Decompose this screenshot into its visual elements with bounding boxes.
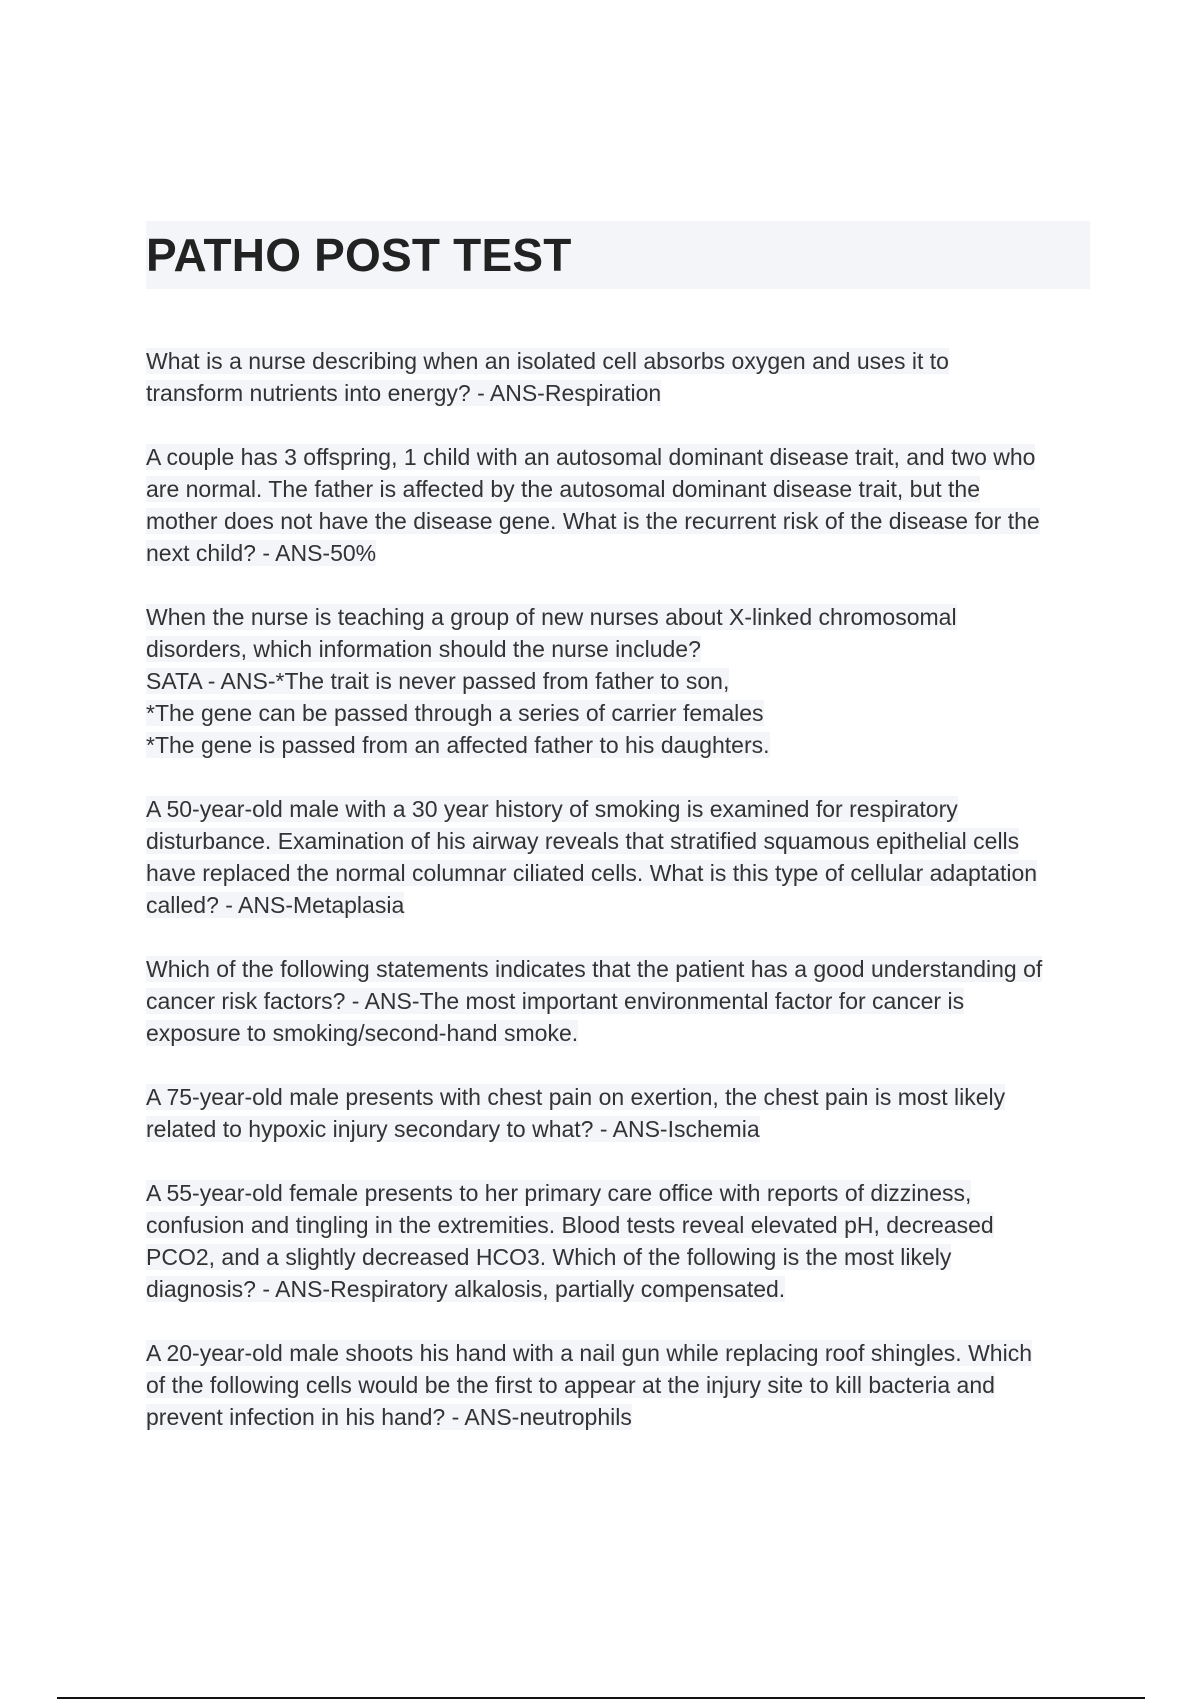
qa-line-text: diagnosis? - ANS-Respiratory alkalosis, partially compensated. [146, 1276, 786, 1302]
qa-line [146, 345, 1090, 377]
qa-line [146, 1337, 1090, 1369]
qa-line-text: prevent infection in his hand? - ANS-neutrophils [146, 1404, 632, 1430]
qa-line-text: exposure to smoking/second-hand smoke. [146, 1020, 579, 1046]
qa-line-text: A 50-year-old male with a 30 year history of smoking is examined for respiratory [146, 796, 958, 822]
qa-line-text: mother does not have the disease gene. What is the recurrent risk of the disease for the [146, 508, 1040, 534]
qa-line-text: related to hypoxic injury secondary to what? - ANS-Ischemia [146, 1116, 760, 1142]
qa-paragraph [146, 1081, 1090, 1145]
qa-line-text: have replaced the normal columnar ciliated cells. What is this type of cellular adaptation [146, 860, 1038, 886]
qa-line-text: A 20-year-old male shoots his hand with a nail gun while replacing roof shingles. Which [146, 1340, 1032, 1366]
qa-line-text: A couple has 3 offspring, 1 child with an autosomal dominant disease trait, and two who [146, 444, 1036, 470]
qa-paragraph [146, 1337, 1090, 1433]
qa-line [146, 1209, 1090, 1241]
qa-line [146, 473, 1090, 505]
page-title: PATHO POST TEST [146, 229, 572, 281]
qa-line [146, 1177, 1090, 1209]
qa-list [146, 345, 1090, 1465]
qa-line [146, 857, 1090, 889]
qa-line [146, 1017, 1090, 1049]
qa-line-text: next child? - ANS-50% [146, 540, 377, 566]
qa-line-text: What is a nurse describing when an isolated cell absorbs oxygen and uses it to [146, 348, 949, 374]
qa-line [146, 825, 1090, 857]
qa-line [146, 665, 1090, 697]
qa-line [146, 1241, 1090, 1273]
qa-line [146, 697, 1090, 729]
qa-paragraph [146, 793, 1090, 921]
qa-line-text: *The gene can be passed through a series of carrier females [146, 700, 764, 726]
qa-line [146, 601, 1090, 633]
qa-line [146, 633, 1090, 665]
qa-line-text: transform nutrients into energy? - ANS-Respiration [146, 380, 662, 406]
qa-line [146, 1369, 1090, 1401]
qa-line [146, 729, 1090, 761]
footer-divider [57, 1697, 1145, 1699]
qa-line [146, 1081, 1090, 1113]
qa-paragraph [146, 1177, 1090, 1305]
qa-line-text: are normal. The father is affected by the autosomal dominant disease trait, but the [146, 476, 981, 502]
qa-paragraph [146, 601, 1090, 761]
qa-line-text: Which of the following statements indicates that the patient has a good understanding of [146, 956, 1043, 982]
qa-line [146, 441, 1090, 473]
qa-line-text: When the nurse is teaching a group of new nurses about X-linked chromosomal [146, 604, 957, 630]
qa-line [146, 537, 1090, 569]
qa-line-text: confusion and tingling in the extremities. Blood tests reveal elevated pH, decreased [146, 1212, 994, 1238]
qa-line-text: PCO2, and a slightly decreased HCO3. Which of the following is the most likely [146, 1244, 952, 1270]
qa-line-text: cancer risk factors? - ANS-The most important environmental factor for cancer is [146, 988, 965, 1014]
qa-line-text: disorders, which information should the nurse include? [146, 636, 701, 662]
qa-paragraph [146, 441, 1090, 569]
qa-line [146, 377, 1090, 409]
qa-line-text: SATA - ANS-*The trait is never passed from father to son, [146, 668, 730, 694]
qa-paragraph [146, 953, 1090, 1049]
qa-line [146, 985, 1090, 1017]
title-band [146, 221, 1090, 289]
qa-line [146, 793, 1090, 825]
qa-line-text: A 55-year-old female presents to her primary care office with reports of dizziness, [146, 1180, 972, 1206]
qa-paragraph [146, 345, 1090, 409]
qa-line-text: A 75-year-old male presents with chest pain on exertion, the chest pain is most likely [146, 1084, 1006, 1110]
qa-line-text: *The gene is passed from an affected father to his daughters. [146, 732, 770, 758]
qa-line [146, 1113, 1090, 1145]
qa-line [146, 505, 1090, 537]
qa-line [146, 1273, 1090, 1305]
qa-line-text: called? - ANS-Metaplasia [146, 892, 405, 918]
qa-line [146, 1401, 1090, 1433]
qa-line-text: of the following cells would be the first to appear at the injury site to kill bacteria and [146, 1372, 995, 1398]
qa-line [146, 953, 1090, 985]
qa-line-text: disturbance. Examination of his airway reveals that stratified squamous epithelial cells [146, 828, 1020, 854]
qa-line [146, 889, 1090, 921]
